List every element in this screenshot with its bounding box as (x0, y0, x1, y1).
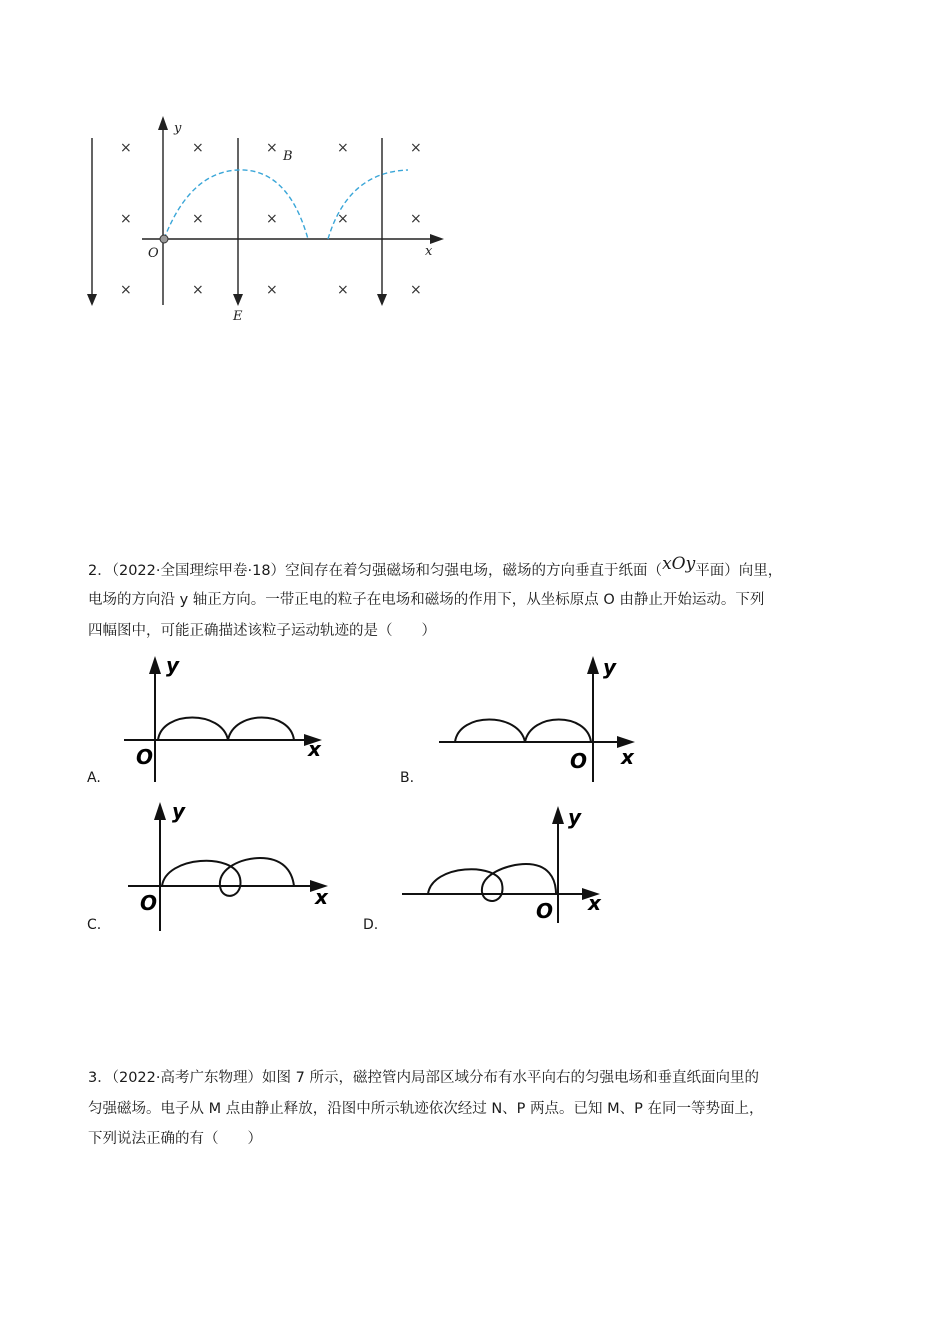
question-2-number: 2． (88, 563, 112, 579)
y-axis-label: y (568, 805, 582, 829)
origin-label: O (136, 745, 154, 769)
svg-text:×: × (337, 211, 349, 227)
svg-text:×: × (192, 211, 204, 227)
svg-text:×: × (337, 140, 349, 156)
question-2-line-3: 四幅图中，可能正确描述该粒子运动轨迹的是（ ） (88, 623, 436, 639)
question-2-line-2: 电场的方向沿 y 轴正方向。一带正电的粒子在电场和磁场的作用下，从坐标原点 O 由静止开始运动。下列 (88, 592, 765, 608)
y-axis-label: y (603, 655, 617, 679)
question-2-source: （2022·全国理综甲卷·18） (111, 563, 286, 579)
x-axis-label: x (621, 745, 634, 769)
plane-math: xOy (662, 554, 696, 574)
svg-text:×: × (192, 140, 204, 156)
question-3-line-2: 匀强磁场。电子从 M 点由静止释放，沿图中所示轨迹依次经过 N、P 两点。已知 M、P 在同一等势面上， (88, 1101, 764, 1117)
question-2-line-1 (88, 555, 782, 586)
option-b-label: B. (400, 770, 415, 786)
x-axis-label: x (588, 891, 601, 915)
trajectory-curve (158, 718, 294, 741)
svg-text:×: × (410, 140, 422, 156)
option-a-label: A. (87, 770, 101, 786)
option-a-graph[interactable] (118, 652, 338, 787)
question-2-text: 空间存在着匀强磁场和匀强电场，磁场的方向垂直于纸面（ (285, 563, 663, 579)
y-axis-label: y (166, 653, 180, 677)
svg-text:×: × (337, 282, 349, 298)
svg-text:×: × (120, 140, 132, 156)
question-3-source: （2022·高考广东物理） (111, 1070, 262, 1086)
svg-text:×: × (410, 211, 422, 227)
magnetic-field-crosses (120, 140, 422, 298)
y-axis-label: y (174, 121, 182, 136)
option-d-graph[interactable] (398, 798, 628, 933)
svg-text:×: × (192, 282, 204, 298)
option-b-graph[interactable] (435, 652, 655, 787)
svg-text:×: × (266, 211, 278, 227)
question-3-line-1 (88, 1063, 759, 1093)
option-c-label: C. (87, 917, 102, 933)
origin-point (160, 235, 168, 243)
trajectory-curve (455, 720, 591, 743)
b-field-label: B (283, 149, 293, 164)
svg-text:×: × (266, 282, 278, 298)
option-c-graph[interactable] (122, 798, 342, 933)
question-2-text-cont: 平面）向里， (695, 563, 783, 579)
svg-text:×: × (266, 140, 278, 156)
trajectory-curve (164, 170, 408, 239)
origin-label: O (148, 246, 159, 261)
svg-text:×: × (120, 211, 132, 227)
origin-label: O (140, 891, 158, 915)
question-3-line-3: 下列说法正确的有（ ） (88, 1131, 262, 1147)
option-d-label: D. (363, 917, 379, 933)
question-3-number: 3． (88, 1070, 112, 1086)
x-axis-label: x (308, 737, 321, 761)
e-field-label: E (233, 309, 243, 324)
origin-label: O (536, 899, 554, 923)
field-diagram (80, 110, 460, 330)
svg-text:×: × (410, 282, 422, 298)
question-3-text: 如图 7 所示，磁控管内局部区域分布有水平向右的匀强电场和垂直纸面向里的 (262, 1070, 759, 1086)
trajectory-curve (162, 858, 294, 896)
x-axis-label: x (425, 244, 433, 259)
svg-text:×: × (120, 282, 132, 298)
trajectory-curve (428, 864, 556, 901)
x-axis-label: x (315, 885, 328, 909)
origin-label: O (570, 749, 588, 773)
y-axis-label: y (172, 799, 186, 823)
